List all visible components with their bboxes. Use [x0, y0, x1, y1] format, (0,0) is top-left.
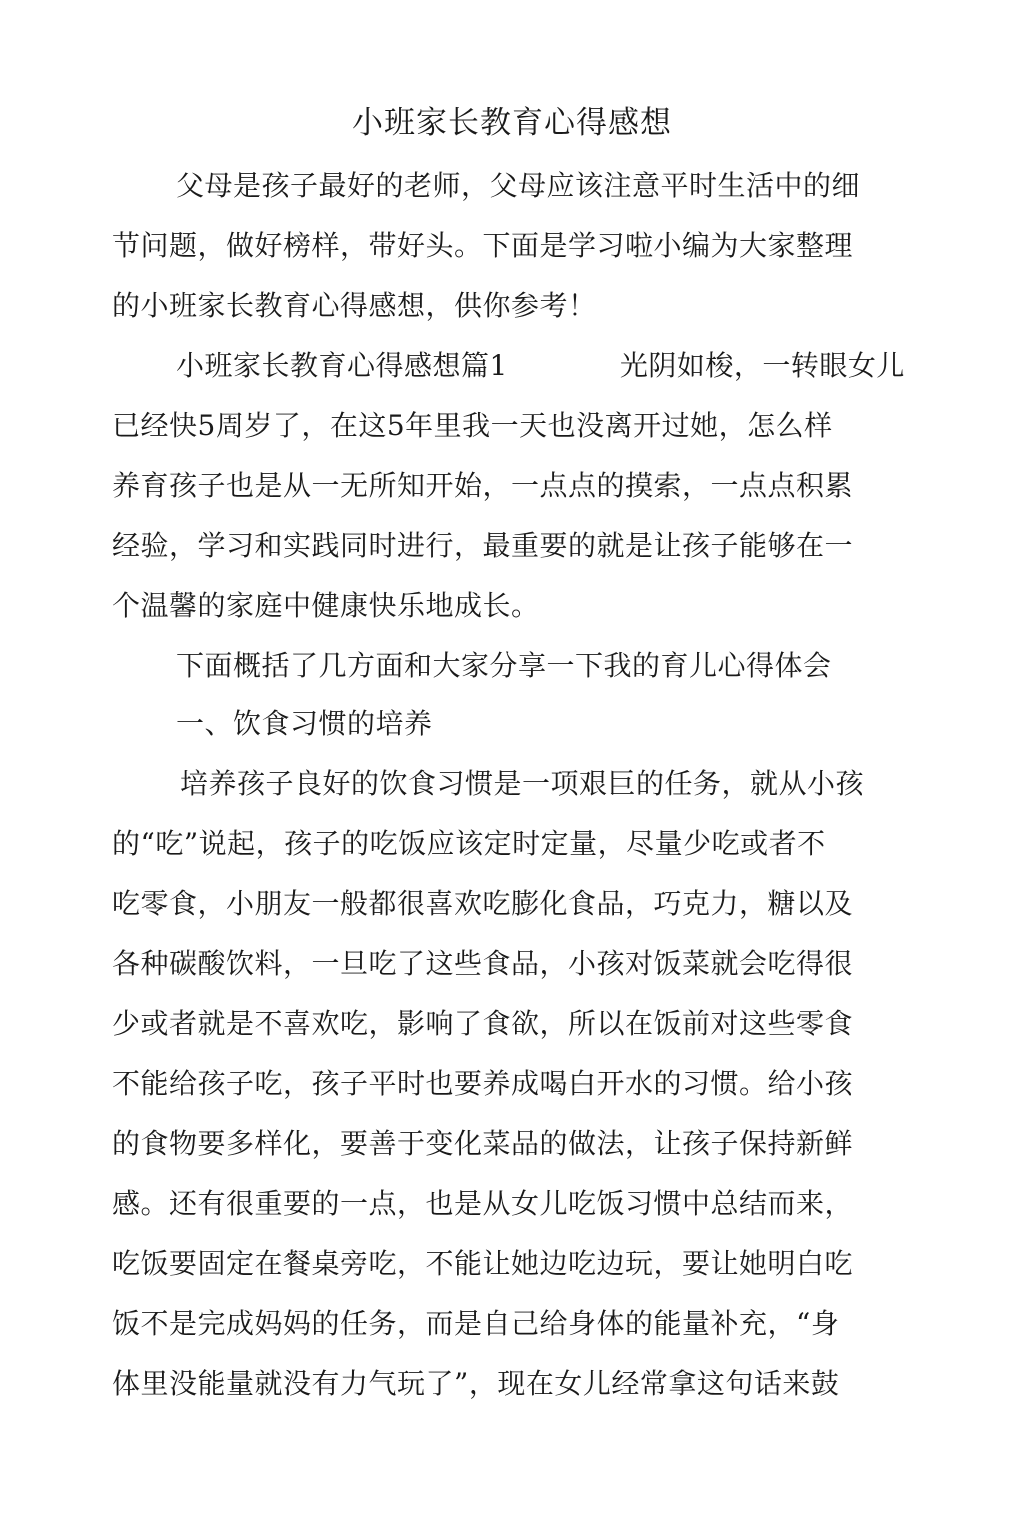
text-line: 经验，学习和实践同时进行，最重要的就是让孩子能够在一	[112, 529, 854, 562]
text-line: 感。还有很重要的一点，也是从女儿吃饭习惯中总结而来，	[112, 1187, 854, 1220]
text-line: 下面概括了几方面和大家分享一下我的育儿心得体会	[176, 649, 832, 682]
text-line: 吃零食，小朋友一般都很喜欢吃膨化食品，巧克力，糖以及	[112, 887, 854, 920]
text-line	[176, 346, 905, 386]
text-line: 少或者就是不喜欢吃，影响了食欲，所以在饭前对这些零食	[112, 1007, 854, 1040]
text-line: 体里没能量就没有力气玩了”，现在女儿经常拿这句话来鼓	[112, 1367, 840, 1400]
text-line: 不能给孩子吃，孩子平时也要养成喝白开水的习惯。给小孩	[112, 1067, 854, 1100]
text-segment: 光阴如梭，一转眼女儿	[619, 349, 905, 382]
text-line: 个温馨的家庭中健康快乐地成长。	[112, 589, 540, 622]
subheading: 一、饮食习惯的培养	[176, 707, 433, 740]
text-line: 饭不是完成妈妈的任务，而是自己给身体的能量补充，“身	[112, 1307, 840, 1340]
text-line: 的“吃”说起，孩子的吃饭应该定时定量，尽量少吃或者不	[112, 827, 826, 860]
section-heading: 小班家长教育心得感想篇1	[176, 349, 508, 382]
text-line: 培养孩子良好的饮食习惯是一项艰巨的任务，就从小孩	[180, 767, 865, 800]
text-line: 的小班家长教育心得感想，供你参考！	[112, 289, 597, 322]
text-line: 吃饭要固定在餐桌旁吃，不能让她边吃边玩，要让她明白吃	[112, 1247, 854, 1280]
text-line: 养育孩子也是从一无所知开始，一点点的摸索，一点点积累	[112, 469, 854, 502]
text-line: 父母是孩子最好的老师，父母应该注意平时生活中的细	[176, 169, 861, 202]
text-line: 已经快5周岁了，在这5年里我一天也没离开过她，怎么样	[112, 409, 833, 442]
text-line: 的食物要多样化，要善于变化菜品的做法，让孩子保持新鲜	[112, 1127, 854, 1160]
document-title: 小班家长教育心得感想	[352, 105, 672, 141]
text-line: 节问题，做好榜样，带好头。下面是学习啦小编为大家整理	[112, 229, 854, 262]
text-line: 各种碳酸饮料，一旦吃了这些食品，小孩对饭菜就会吃得很	[112, 947, 854, 980]
